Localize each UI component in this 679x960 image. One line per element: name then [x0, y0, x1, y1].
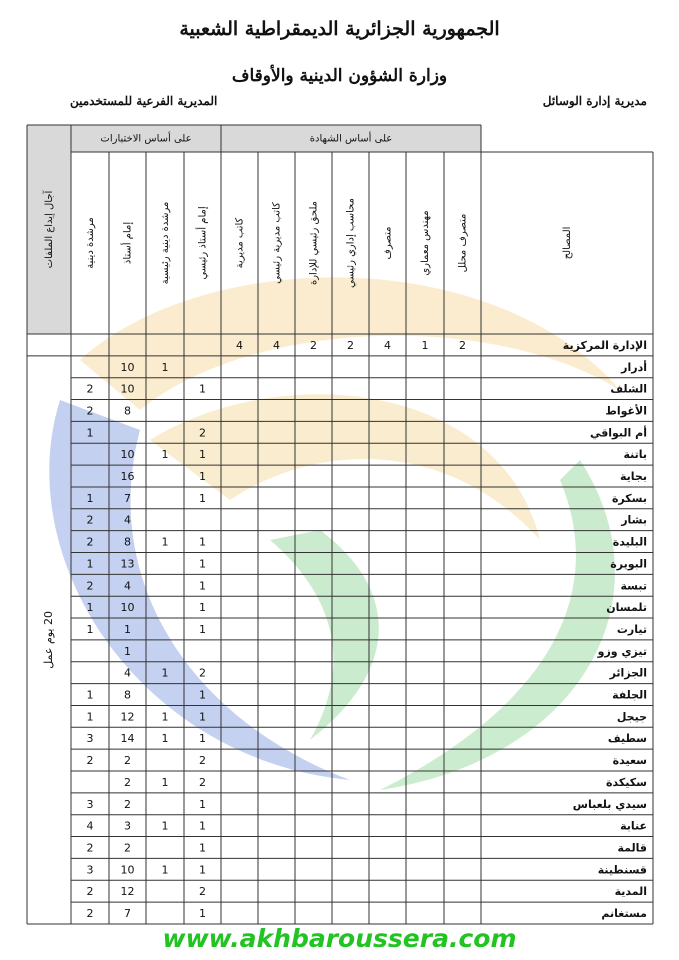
- deadline-header: آجال إيداع الملفات: [44, 190, 55, 269]
- table-cell: 1: [199, 557, 206, 571]
- table-cell: 1: [421, 338, 429, 352]
- table-cell: 1: [199, 491, 206, 505]
- table-cell: 1: [199, 448, 206, 462]
- table-cell: 8: [124, 688, 131, 702]
- table-cell: 1: [161, 535, 169, 549]
- table-cell: 2: [86, 513, 94, 527]
- table-cell: 2: [86, 535, 94, 549]
- table-cell: 1: [161, 710, 169, 724]
- table-cell: 1: [199, 601, 206, 615]
- table-cell: 1: [86, 601, 94, 615]
- table-cell: 1: [199, 710, 206, 724]
- group-certificate-header: على أساس الشهادة: [309, 133, 393, 145]
- table-cell: 16: [120, 470, 135, 484]
- table-cell: 1: [199, 841, 206, 855]
- table-cell: 1: [161, 819, 169, 833]
- column-header: متصرف محلل: [457, 213, 469, 273]
- table-cell: 7: [124, 491, 131, 505]
- table-cell: 10: [120, 863, 135, 877]
- table-row-name: بشار: [621, 513, 647, 527]
- table-row-name: الأغواط: [605, 404, 647, 418]
- table-cell: 1: [199, 382, 206, 396]
- group-exams-header: على أساس الاختبارات: [100, 133, 192, 145]
- table-cell: 4: [236, 338, 243, 352]
- table-cell: 13: [120, 557, 135, 571]
- table-cell: 3: [86, 797, 94, 811]
- table-cell: 8: [124, 404, 131, 418]
- column-header: متصرف: [382, 226, 394, 260]
- table-cell: 2: [124, 775, 131, 789]
- column-header: كاتب مديرية رئيسي: [271, 202, 283, 284]
- table-cell: 1: [199, 797, 206, 811]
- sub-directorate-label: المديرية الفرعية للمستخدمين: [70, 94, 218, 108]
- table-cell: 10: [120, 601, 135, 615]
- table-row-name: تيارت: [616, 622, 647, 636]
- table-row-name: تبسة: [620, 579, 647, 593]
- table-cell: 1: [199, 688, 206, 702]
- table-row-name: أم البواقي: [589, 426, 647, 440]
- table-cell: 3: [86, 732, 94, 746]
- table-cell: 2: [199, 426, 206, 440]
- table-cell: 1: [86, 491, 94, 505]
- republic-title: الجمهورية الجزائرية الديمقراطية الشعبية: [179, 18, 500, 40]
- column-header: ملحق رئيسي للإدارة: [308, 200, 320, 286]
- table-cell: 1: [124, 622, 131, 636]
- table-row-name: الشلف: [610, 382, 647, 396]
- table-row-name: البويرة: [610, 557, 647, 571]
- table-row-name: باتنة: [623, 448, 647, 462]
- table-cell: 1: [86, 426, 94, 440]
- table-cell: 12: [120, 710, 135, 724]
- ministry-title: وزارة الشؤون الدينية والأوقاف: [231, 66, 448, 86]
- table-row-name: بجاية: [620, 470, 647, 484]
- table-cell: 1: [86, 557, 94, 571]
- table-cell: 1: [199, 732, 206, 746]
- table-cell: 4: [273, 338, 280, 352]
- table-cell: 1: [199, 819, 206, 833]
- table-cell: 1: [86, 688, 94, 702]
- table-cell: 4: [86, 819, 94, 833]
- table-cell: 2: [86, 754, 94, 768]
- table-cell: 2: [459, 338, 466, 352]
- table-cell: 2: [347, 338, 354, 352]
- column-header: مهندس معماري: [420, 210, 431, 276]
- table-cell: 2: [86, 404, 94, 418]
- table-row-name: مستغانم: [601, 907, 647, 921]
- table-row-name: سطيف: [607, 732, 647, 746]
- table-row-name: سيدي بلعباس: [572, 797, 647, 811]
- column-header: إمام أستاذ رئيسي: [197, 206, 209, 280]
- directorate-label: مديرية إدارة الوسائل: [542, 94, 647, 108]
- table-cell: 1: [199, 470, 206, 484]
- table-cell: 1: [161, 666, 169, 680]
- table-cell: 2: [199, 885, 206, 899]
- table-row-name: بسكرة: [611, 491, 647, 505]
- services-header: المصالح: [562, 226, 573, 260]
- column-header: كاتب مديرية: [234, 217, 246, 269]
- table-row-name: البليدة: [612, 535, 647, 549]
- table-cell: 3: [124, 819, 131, 833]
- table-cell: 2: [86, 885, 94, 899]
- website-link[interactable]: www.akhbaroussera.com: [162, 924, 517, 953]
- table-cell: 2: [124, 754, 131, 768]
- table-cell: 1: [199, 535, 206, 549]
- table-cell: 2: [86, 907, 94, 921]
- table-cell: 1: [161, 360, 169, 374]
- table-cell: 2: [124, 841, 131, 855]
- table-cell: 4: [384, 338, 391, 352]
- deadline-value: 20 يوم عمل: [42, 610, 55, 669]
- table-cell: 1: [161, 863, 169, 877]
- table-row-name: الجزائر: [609, 666, 647, 680]
- table-row-name: جيجل: [616, 710, 647, 724]
- table-cell: 10: [120, 382, 135, 396]
- column-header: مرشدة دينية: [85, 217, 96, 269]
- table-cell: 1: [161, 775, 169, 789]
- table-cell: 12: [120, 885, 135, 899]
- column-header: مرشدة دينية رئيسية: [160, 201, 171, 285]
- table-row-name: قالمة: [617, 841, 647, 855]
- table-cell: 4: [124, 579, 131, 593]
- table-cell: 2: [86, 579, 94, 593]
- table-cell: 2: [86, 841, 94, 855]
- table-row-name: عنابة: [620, 819, 647, 833]
- table-cell: 2: [199, 775, 206, 789]
- table-row-name: تلمسان: [606, 601, 647, 615]
- table-row-name: الجلفة: [612, 688, 647, 702]
- table-cell: 1: [199, 907, 206, 921]
- table-cell: 2: [310, 338, 317, 352]
- table-row-name: المدية: [614, 885, 647, 899]
- column-header: محاسب إداري رئيسي: [345, 198, 357, 288]
- table-cell: 7: [124, 907, 131, 921]
- column-header: إمام أستاذ: [122, 221, 134, 265]
- table-row-name: أدرار: [621, 360, 647, 374]
- table-cell: 2: [86, 382, 94, 396]
- table-row-name: قسنطينة: [597, 863, 647, 877]
- table-cell: 1: [161, 448, 169, 462]
- table-cell: 3: [86, 863, 94, 877]
- table-cell: 1: [124, 644, 131, 658]
- table-cell: 8: [124, 535, 131, 549]
- table-cell: 1: [199, 863, 206, 877]
- table-row-name: الإدارة المركزية: [562, 338, 647, 352]
- table-cell: 2: [124, 797, 131, 811]
- table-cell: 14: [120, 732, 135, 746]
- table-cell: 2: [199, 666, 206, 680]
- table-cell: 1: [161, 732, 169, 746]
- table-cell: 2: [199, 754, 206, 768]
- table-cell: 1: [199, 579, 206, 593]
- table-row-name: سكيكدة: [606, 775, 647, 789]
- table-cell: 4: [124, 666, 131, 680]
- table-cell: 1: [199, 622, 206, 636]
- table-cell: 4: [124, 513, 131, 527]
- table-cell: 10: [120, 360, 135, 374]
- table-row-name: سعيدة: [612, 754, 647, 768]
- table-cell: 10: [120, 448, 135, 462]
- table-row-name: تيزي وزو: [597, 644, 647, 658]
- table-cell: 1: [86, 710, 94, 724]
- table-cell: 1: [86, 622, 94, 636]
